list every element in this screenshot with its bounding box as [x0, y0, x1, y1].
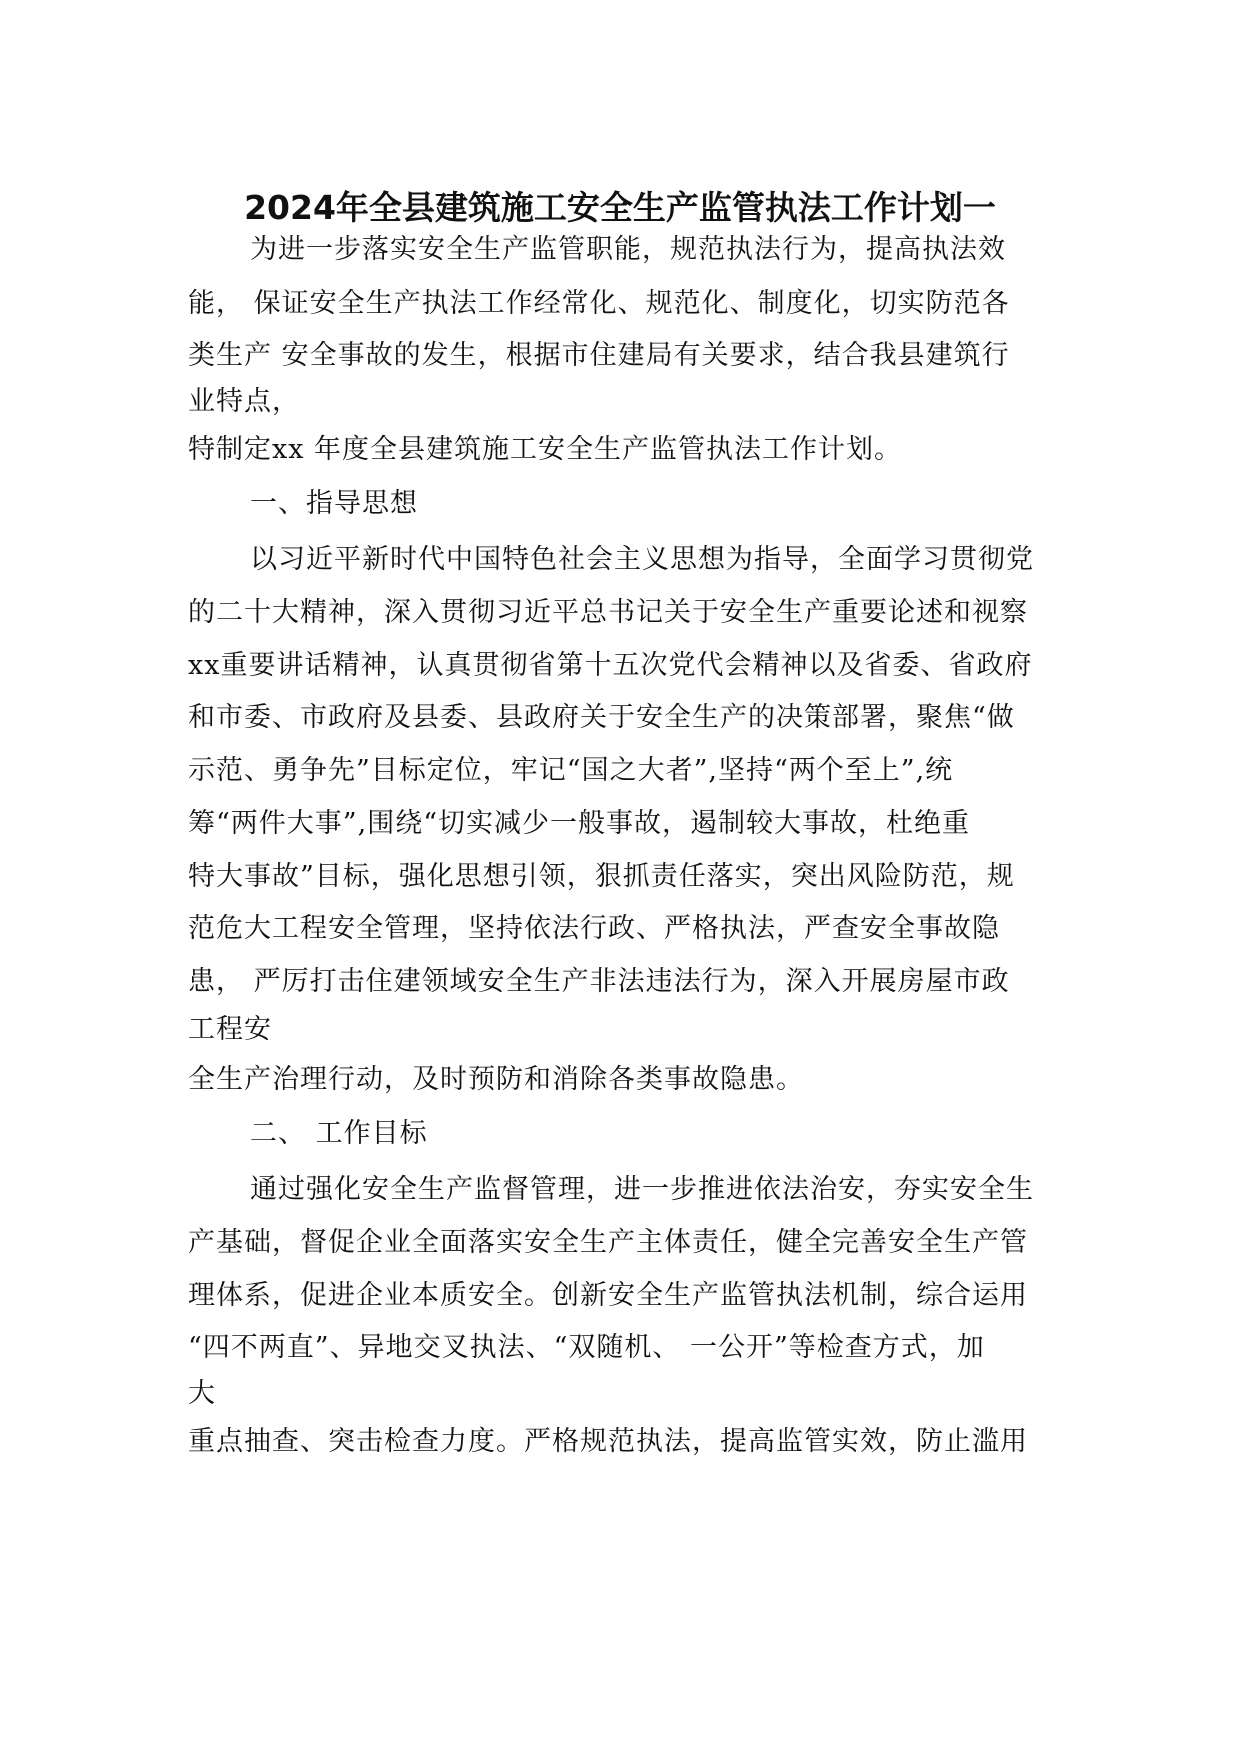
text-line: 理体系，促进企业本质安全。创新安全生产监管执法机制，综合运用 [188, 1280, 1028, 1311]
text-line: 全生产治理行动，及时预防和消除各类事故隐患。 [188, 1064, 804, 1095]
text-line: 的二十大精神，深入贯彻习近平总书记关于安全生产重要论述和视察 [188, 597, 1028, 628]
document-title: 2024年全县建筑施工安全生产监管执法工作计划一 [244, 188, 996, 227]
section-heading: 一、指导思想 [250, 488, 418, 519]
text-line: 筹“两件大事”,围绕“切实减少一般事故，遏制较大事故，杜绝重 [188, 808, 970, 839]
text-line: 范危大工程安全管理，坚持依法行政、严格执法，严查安全事故隐 [188, 913, 1000, 944]
text-line: 以习近平新时代中国特色社会主义思想为指导，全面学习贯彻党 [250, 544, 1034, 575]
text-line: 工程安 [188, 1014, 272, 1045]
text-line: 产基础，督促企业全面落实安全生产主体责任，健全完善安全生产管 [188, 1227, 1028, 1258]
text-line: 和市委、市政府及县委、县政府关于安全生产的决策部署，聚焦“做 [188, 702, 1015, 733]
text-line: “四不两直”、异地交叉执法、“双随机、 一公开”等检查方式，加 [188, 1332, 985, 1363]
text-line: xx重要讲话精神，认真贯彻省第十五次党代会精神以及省委、省政府 [188, 650, 1033, 681]
text-line: 特大事故”目标，强化思想引领，狠抓责任落实，突出风险防范，规 [188, 861, 1015, 892]
text-line: 特制定xx 年度全县建筑施工安全生产监管执法工作计划。 [188, 434, 903, 465]
text-line: 通过强化安全生产监督管理，进一步推进依法治安，夯实安全生 [250, 1174, 1034, 1205]
text-line: 患， 严厉打击住建领域安全生产非法违法行为，深入开展房屋市政 [188, 966, 1010, 997]
text-line: 业特点， [188, 386, 300, 417]
text-line: 示范、勇争先”目标定位，牢记“国之大者”,坚持“两个至上”,统 [188, 755, 954, 786]
text-line: 为进一步落实安全生产监管职能，规范执法行为，提高执法效 [250, 234, 1006, 265]
section-heading: 二、 工作目标 [250, 1118, 428, 1149]
text-line: 类生产 安全事故的发生，根据市住建局有关要求，结合我县建筑行 [188, 340, 1010, 371]
text-line: 重点抽查、突击检查力度。严格规范执法，提高监管实效，防止滥用 [188, 1426, 1028, 1457]
text-line: 能， 保证安全生产执法工作经常化、规范化、制度化，切实防范各 [188, 288, 1010, 319]
text-line: 大 [188, 1378, 216, 1409]
